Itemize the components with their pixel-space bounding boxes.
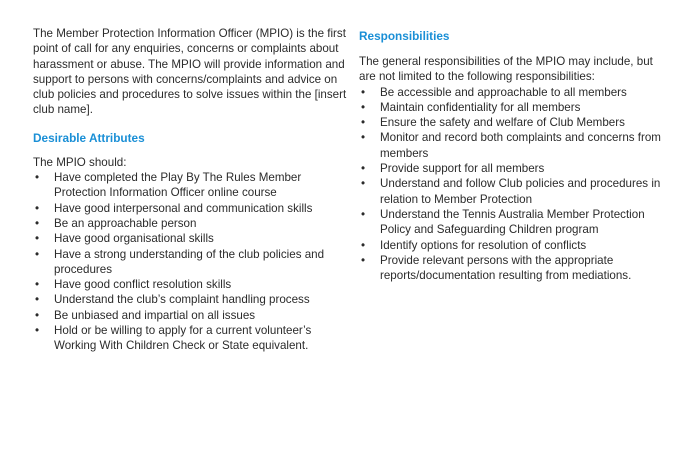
list-item: • Understand the club’s complaint handling process [35, 293, 310, 307]
responsibilities-lead: The general responsibilities of the MPIO may include, but are not limited to the following responsibilities: [359, 55, 653, 84]
attributes-lead: The MPIO should: [33, 155, 127, 169]
bullet-icon: • [35, 293, 40, 307]
list-item: • Be an approachable person [35, 216, 197, 230]
list-item: • Have good conflict resolution skills [35, 278, 232, 292]
list-item: • Be unbiased and impartial on all issues [35, 308, 256, 322]
list-item: • Provide relevant persons with the appropriate reports/documentation resulting from mediations. [361, 253, 632, 283]
list-item: • Provide support for all members [361, 162, 545, 176]
bullet-icon: • [35, 216, 40, 230]
intro-paragraph: The Member Protection Information Officer (MPIO) is the first point of call for any enquiries, concerns or complaints about harassment or abuse. The MPIO will provide information and support to persons with concerns/complaints and advice on club policies and procedures to solve issues within the [insert club name]. [33, 27, 347, 117]
list-item: • Have a strong understanding of the club policies and procedures [35, 247, 325, 276]
bullet-icon: • [361, 238, 366, 252]
list-item: • Ensure the safety and welfare of Club Members [361, 116, 625, 130]
right-column [359, 26, 669, 283]
list-item: • Understand and follow Club policies and procedures in relation to Member Protection [361, 177, 661, 206]
responsibilities-list [359, 85, 669, 284]
list-item: • Be accessible and approachable to all members [361, 85, 627, 99]
bullet-icon: • [361, 177, 366, 191]
bullet-icon: • [35, 232, 40, 246]
bullet-icon: • [35, 324, 40, 338]
list-item: • Hold or be willing to apply for a current volunteer’s Working With Children Check or State equivalent. [35, 324, 312, 353]
list-item: • Have good interpersonal and communication skills [35, 201, 313, 215]
bullet-icon: • [361, 116, 366, 130]
bullet-icon: • [35, 278, 40, 292]
attributes-list [33, 170, 351, 354]
desirable-attributes-heading: Desirable Attributes [33, 130, 145, 145]
bullet-icon: • [35, 247, 40, 261]
bullet-icon: • [35, 308, 40, 322]
bullet-icon: • [361, 85, 366, 99]
responsibilities-heading: Responsibilities [359, 29, 450, 43]
bullet-icon: • [361, 100, 366, 114]
list-item: • Have completed the Play By The Rules Member Protection Information Officer online course [35, 171, 302, 200]
list-item: • Monitor and record both complaints and concerns from members [361, 131, 661, 160]
list-item: • Have good organisational skills [35, 232, 214, 246]
bullet-icon: • [361, 131, 366, 145]
bullet-icon: • [361, 162, 366, 176]
list-item: • Maintain confidentiality for all members [361, 100, 581, 114]
left-column [33, 26, 351, 354]
bullet-icon: • [361, 253, 366, 267]
list-item: • Identify options for resolution of conflicts [361, 238, 587, 252]
bullet-icon: • [35, 201, 40, 215]
bullet-icon: • [361, 207, 366, 221]
list-item: • Understand the Tennis Australia Member Protection Policy and Safeguarding Children program [361, 207, 645, 237]
bullet-icon: • [35, 171, 40, 185]
